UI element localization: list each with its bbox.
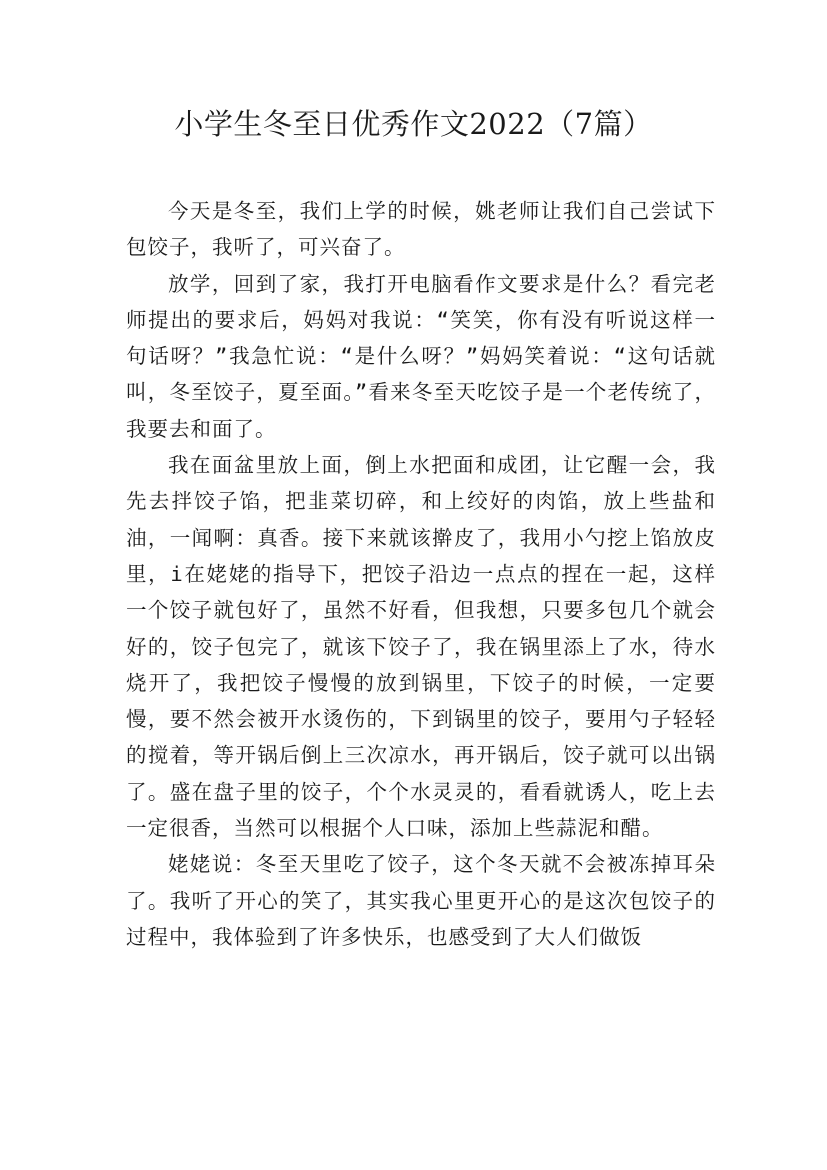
paragraph-3: 我在面盆里放上面，倒上水把面和成团，让它醒一会，我先去拌饺子馅，把韭菜切碎，和上绞好的肉馅，放上些盐和油，一闻啊：真香。接下来就该擀皮了，我用小勺挖上馅放皮里，i在姥姥的指导下，把饺子沿边一点点的捏在一起，这样一个饺子就包好了，虽然不好看，但我想，只要多包几个就会好的，饺子包完了，就该下饺子了，我在锅里添上了水，待水烧开了，我把饺子慢慢的放到锅里，下饺子的时候，一定要慢，要不然会被开水烫伤的，下到锅里的饺子，要用勺子轻轻的搅着，等开锅后倒上三次凉水，再开锅后，饺子就可以出锅了。盛在盘子里的饺子，个个水灵灵的，看看就诱人，吃上去一定很香，当然可以根据个人口味，添加上些蒜泥和醋。 [126, 453, 716, 841]
document-body [126, 193, 716, 955]
paragraph-2: 放学，回到了家，我打开电脑看作文要求是什么？看完老师提出的要求后，妈妈对我说：“笑笑，你有没有听说这样一句话呀？”我急忙说：“是什么呀？”妈妈笑着说：“这句话就叫，冬至饺子，夏至面。”看来冬至天吃饺子是一个老传统了，我要去和面了。 [126, 271, 716, 441]
paragraph-4: 姥姥说：冬至天里吃了饺子，这个冬天就不会被冻掉耳朵了。我听了开心的笑了，其实我心里更开心的是这次包饺子的过程中，我体验到了许多快乐，也感受到了大人们做饭 [126, 852, 716, 949]
document-title: 小学生冬至日优秀作文2022（7篇） [174, 107, 653, 141]
paragraph-1: 今天是冬至，我们上学的时候，姚老师让我们自己尝试下包饺子，我听了，可兴奋了。 [126, 199, 716, 260]
